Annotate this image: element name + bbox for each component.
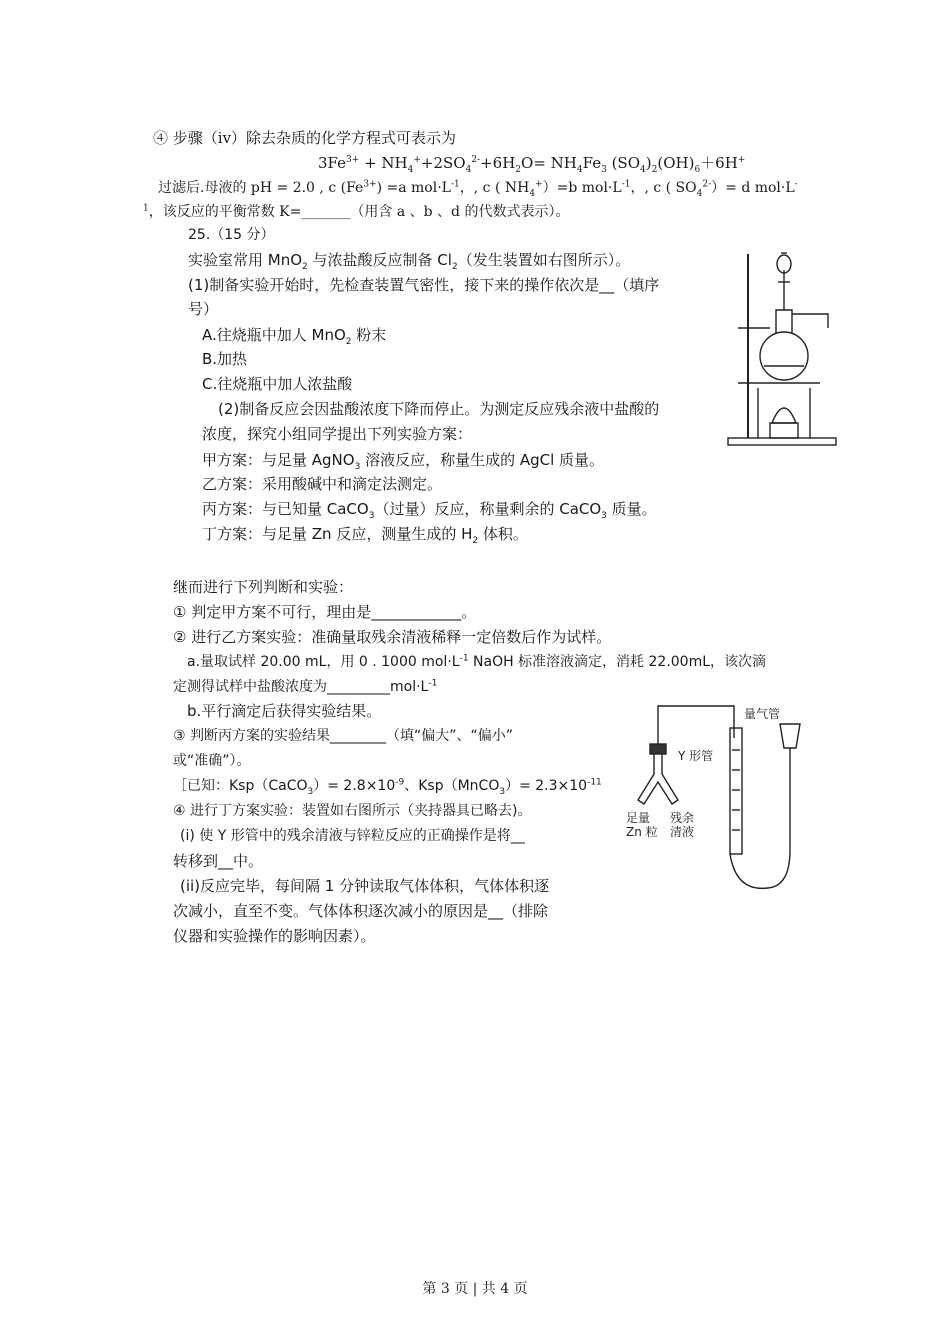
- step4-title: ④ 步骤（iv）除去杂质的化学方程式可表示为: [153, 129, 457, 147]
- stand-base: [728, 438, 836, 445]
- label-zn-1: 足量: [626, 811, 651, 825]
- judge-4: ④ 进行丁方案实验：装置如右图所示（夹持器具已略去)。: [173, 803, 532, 819]
- leveling-funnel: [780, 724, 800, 748]
- judge-4i-line1: (i) 使 Y 形管中的残余清液与锌粒反应的正确操作是将__: [180, 828, 525, 844]
- judge-1: ① 判定甲方案不可行，理由是____________。: [173, 603, 477, 621]
- y-tube: [638, 754, 678, 804]
- label-zn-2: Zn 粒: [626, 825, 658, 839]
- option-a: A.往烧瓶中加人 MnO$_2$ 粉末: [202, 326, 387, 347]
- judge-2: ② 进行乙方案实验：准确量取残余清液稀释一定倍数后作为试样。: [173, 628, 612, 646]
- judge-2b: b.平行滴定后获得实验结果。: [187, 702, 382, 720]
- equation: $3Fe^{3+} + NH_4^++2SO_4^{2-}+6H_2O= NH_4Fe_3$ $(SO_4)_2(OH)_6+6H^+$: [318, 154, 746, 175]
- label-liquid-1: 残余: [670, 811, 695, 825]
- q25-part1-line2: 号）: [188, 300, 219, 318]
- alcohol-lamp: [772, 408, 796, 423]
- judge-2a-line2: 定测得试样中盐酸浓度为$\_\_\_\_\_\_\_\_\_mol\cdot L^{-1}$: [173, 678, 438, 695]
- label-burette: 量气管: [744, 707, 781, 721]
- round-flask: [760, 332, 808, 380]
- judge-4ii-line3: 仪器和实验操作的影响因素）。: [173, 927, 376, 945]
- connecting-tube: [658, 706, 734, 744]
- judge-4i-line2: 转移到__中。: [173, 852, 264, 870]
- y-tube-burette-figure: [618, 700, 830, 896]
- option-c: C.往烧瓶中加人浓盐酸: [202, 375, 353, 393]
- chlorine-apparatus-figure: [724, 248, 840, 448]
- q25-number: 25.（15 分）: [188, 227, 275, 243]
- judge-4ii-line1: (ii)反应完毕，每间隔 1 分钟读取气体体积，气体体积逐: [180, 877, 550, 895]
- gas-burette: [730, 728, 742, 854]
- label-liquid-2: 清液: [670, 825, 695, 839]
- judge-2a: a.量取试样 20.00 mL，用 0 . 1000 $mol\cdot L^{-1}$ NaOH 标准溶液滴定，消耗 22.00mL，该次滴: [187, 653, 767, 670]
- q25-part2-line1: (2)制备反应会因盐酸浓度下降而停止。为测定反应残余液中盐酸的: [218, 400, 660, 418]
- plan-a: 甲方案：与足量 AgNO$_3$ 溶液反应，称量生成的 AgCl 质量。: [202, 451, 605, 472]
- stopper: [650, 744, 666, 754]
- judge-4ii-line2: 次减小，直至不变。气体体积逐次减小的原因是__（排除: [173, 902, 549, 920]
- continue-line: 继而进行下列判断和实验：: [173, 578, 354, 596]
- plan-c: 丙方案：与已知量 CaCO$_3$（过量）反应，称量剩余的 CaCO$_3$ 质量。: [202, 500, 657, 521]
- q25-part2-line2: 浓度，探究小组同学提出下列实验方案：: [202, 425, 473, 443]
- q25-part1-line1: (1)制备实验开始时，先检查装置气密性，接下来的操作依次是__（填序: [188, 276, 660, 294]
- label-y-tube: Y 形管: [678, 749, 714, 763]
- k-line: $^1$，该反应的平衡常数 K=_______（用含 a 、b 、d 的代数式表示）。: [143, 203, 570, 220]
- plan-d: 丁方案：与足量 Zn 反应，测量生成的 $H_2$ 体积。: [202, 525, 528, 546]
- rubber-tube: [730, 756, 790, 888]
- judge-3-line1: ③ 判断丙方案的实验结果________（填“偏大”、“偏小”: [173, 728, 514, 744]
- filter-line: 过滤后.母液的 pH = 2.0 , c $(Fe^{3+}) =a$ $mol\cdot L^{-1}$，, c ( $NH_4^+)=b$ $mol\cdot L^{-1}$，, c ( $SO_4^{2-})= d$ mol·L-: [158, 179, 798, 199]
- option-b: B.加热: [202, 350, 248, 368]
- q25-intro: 实验室常用 MnO$_2$ 与浓盐酸反应制备 $Cl_2$（发生装置如右图所示）。: [188, 251, 631, 272]
- ksp-known: ［已知：Ksp（CaCO$_3$）= $2.8\times 10^{-9}$、Ksp（MnCO$_3$）= $2.3\times 10^{-11}$: [173, 777, 602, 797]
- page-footer: 第 3 页 | 共 4 页: [422, 1281, 528, 1297]
- judge-3-line2: 或“准确”）。: [173, 753, 251, 769]
- plan-b: 乙方案：采用酸碱中和滴定法测定。: [202, 475, 443, 493]
